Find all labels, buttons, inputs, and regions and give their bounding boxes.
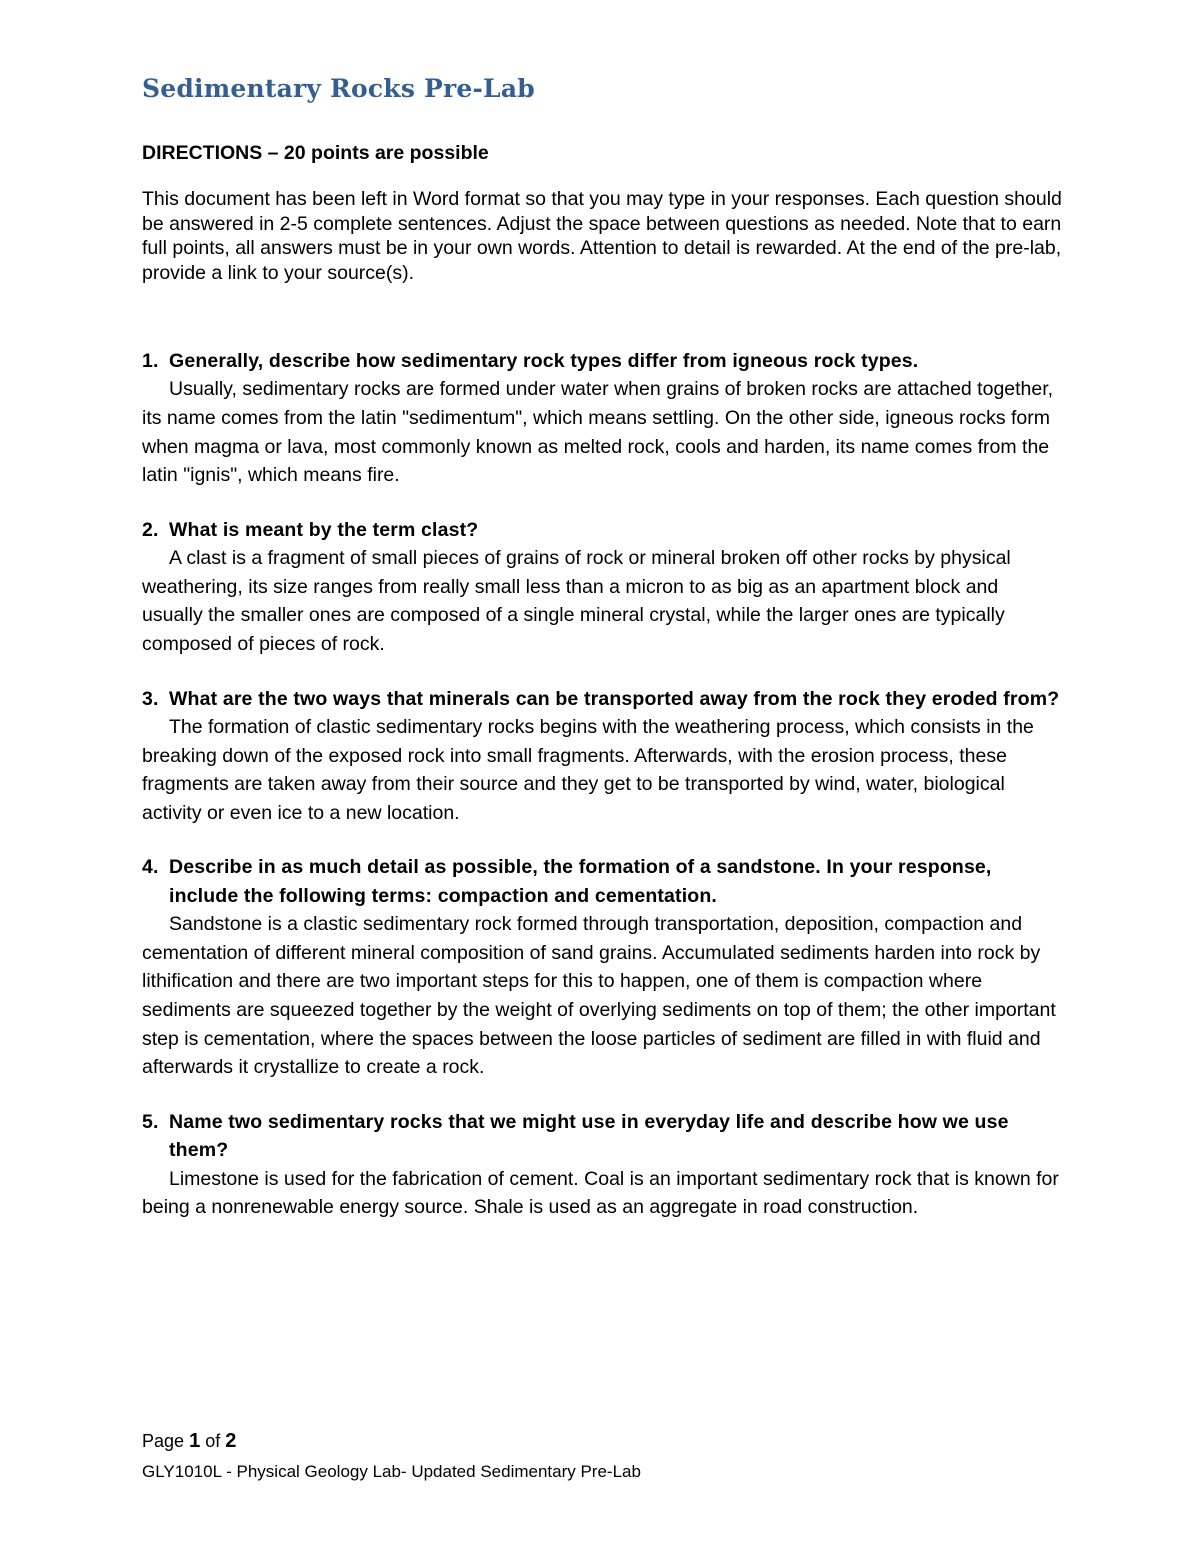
question-item-3: [142, 685, 1064, 828]
question-item-4: [142, 853, 1064, 1081]
question-prompt: [142, 347, 1064, 375]
directions-body: This document has been left in Word format so that you may type in your responses. Each question should be answered in 2-5 complete sentences. Adjust the space between questions as needed. Note that to earn full points, all answers must be in your own words. Attention to detail is rewarded. At the end of the pre-lab, provide a link to your source(s).: [142, 188, 1062, 284]
page-of: of: [205, 1431, 221, 1451]
question-item-2: [142, 516, 1064, 659]
question-text: Name two sedimentary rocks that we might use in everyday life and describe how we use them?: [169, 1110, 1009, 1162]
answer-text[interactable]: The formation of clastic sedimentary rocks begins with the weathering process, which consists in the breaking down of the exposed rock into small fragments. Afterwards, with the erosion process, these fragments are taken away from their source and they get to be transported by wind, water, biological activity or even ice to a new location.: [142, 715, 1034, 824]
answer-text[interactable]: Sandstone is a clastic sedimentary rock formed through transportation, deposition, compaction and cementation of different mineral composition of sand grains. Accumulated sediments harden into rock by lithification and there are two important steps for this to happen, one of them is compaction where sediments are squeezed together by the weight of overlying sediments on top of them; the other important step is cementation, where the spaces between the loose particles of sediment are filled in with fluid and afterwards it crystallize to create a rock.: [142, 913, 1056, 1079]
question-number: 1.: [142, 350, 159, 372]
page-current: 1: [189, 1430, 201, 1452]
question-prompt: [142, 1108, 1064, 1165]
question-text: Generally, describe how sedimentary rock types differ from igneous rock types.: [169, 350, 919, 372]
question-text: Describe in as much detail as possible, the formation of a sandstone. In your response, include the following terms: compaction and cementation.: [169, 856, 992, 907]
document-title: Sedimentary Rocks Pre-Lab: [142, 74, 535, 103]
question-number: 3.: [142, 687, 159, 710]
question-prompt: [142, 516, 1064, 544]
directions-heading: DIRECTIONS – 20 points are possible: [142, 142, 489, 164]
question-number: 2.: [142, 518, 159, 541]
question-list: [142, 347, 1064, 1248]
question-prompt: [142, 685, 1064, 713]
answer-text[interactable]: Usually, sedimentary rocks are formed under water when grains of broken rocks are attached together, its name comes from the latin "sedimentum", which means settling. On the other side, igneous rocks form when magma or lava, most commonly known as melted rock, cools and harden, its name comes from the latin "ignis", which means fire.: [142, 378, 1054, 487]
question-prompt: [142, 853, 1064, 910]
question-text: What are the two ways that minerals can be transported away from the rock they eroded from?: [169, 687, 1060, 710]
question-text: What is meant by the term clast?: [169, 518, 479, 541]
question-item-1: [142, 347, 1064, 490]
answer-text[interactable]: Limestone is used for the fabrication of cement. Coal is an important sedimentary rock that is known for being a nonrenewable energy source. Shale is used as an aggregate in road construction.: [142, 1167, 1059, 1219]
page-number: [142, 1430, 236, 1453]
page-total: 2: [225, 1430, 237, 1452]
question-number: 5.: [142, 1110, 159, 1133]
question-number: 4.: [142, 856, 159, 879]
answer-text[interactable]: A clast is a fragment of small pieces of grains of rock or mineral broken off other rocks by physical weathering, its size ranges from really small less than a micron to as big as an apartment block and usually the smaller ones are composed of a single mineral crystal, while the larger ones are typically composed of pieces of rock.: [142, 547, 1011, 655]
question-item-5: [142, 1108, 1064, 1222]
footer-course-line: GLY1010L - Physical Geology Lab- Updated Sedimentary Pre-Lab: [142, 1462, 641, 1481]
page-label: Page: [142, 1431, 185, 1451]
